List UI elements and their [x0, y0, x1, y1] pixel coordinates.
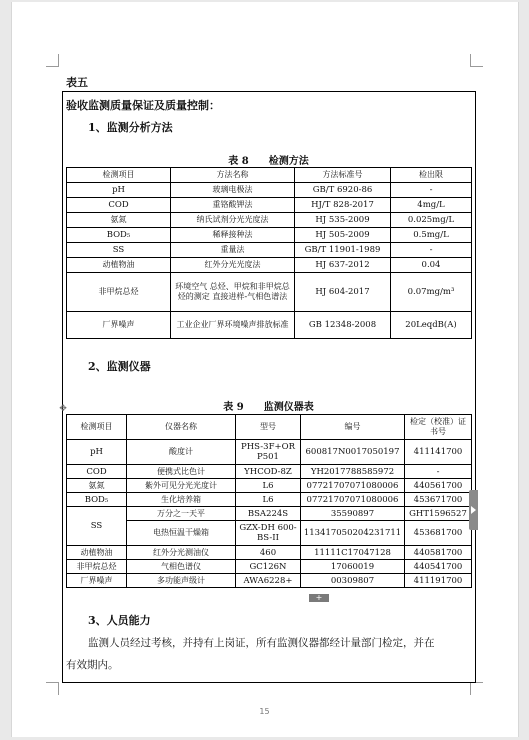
header-cell: 方法标准号: [295, 168, 391, 183]
table-cell: 07721707071080006: [301, 493, 405, 507]
table-row: [67, 273, 472, 312]
table-cell: HJ/T 828-2017: [295, 198, 391, 213]
table-cell: 氨氮: [67, 213, 171, 228]
personnel-paragraph-line2: 有效期内。: [66, 659, 119, 671]
table-cell: 工业企业厂界环境噪声排放标准: [171, 312, 295, 339]
table-cell: 动植物油: [67, 258, 171, 273]
table-row: [67, 521, 472, 546]
table-cell: -: [391, 243, 472, 258]
header-cell: 方法名称: [171, 168, 295, 183]
table-cell: 0.04: [391, 258, 472, 273]
header-cell: 型号: [236, 415, 301, 440]
table-cell: 07721707071080006: [301, 479, 405, 493]
table-cell: GB 12348-2008: [295, 312, 391, 339]
table-cell: SS: [67, 507, 127, 546]
table-cell: 460: [236, 546, 301, 560]
table-cell: GB/T 6920-86: [295, 183, 391, 198]
table-cell: 玻璃电极法: [171, 183, 295, 198]
table-cell: 稀释接种法: [171, 228, 295, 243]
table-cell: 453681700: [405, 521, 472, 546]
table-header-row: [67, 415, 472, 440]
table-row: [67, 507, 472, 521]
table-cell: 氨氮: [67, 479, 127, 493]
table-cell: 20LeqdB(A): [391, 312, 472, 339]
table-cell: -: [391, 183, 472, 198]
table-cell: HJ 505-2009: [295, 228, 391, 243]
table-row: [67, 213, 472, 228]
table-row: [67, 546, 472, 560]
table-row: [67, 493, 472, 507]
table-cell: HJ 535-2009: [295, 213, 391, 228]
table-row: [67, 440, 472, 465]
table-row: [67, 465, 472, 479]
header-cell: 检出限: [391, 168, 472, 183]
table-cell: 重铬酸钾法: [171, 198, 295, 213]
expand-panel-tab-icon[interactable]: [469, 490, 478, 530]
table-cell: 411141700: [405, 440, 472, 465]
table-cell: 非甲烷总烃: [67, 560, 127, 574]
table-cell: 453671700: [405, 493, 472, 507]
crop-mark-top-left: [46, 54, 59, 67]
table-cell: 厂界噪声: [67, 574, 127, 588]
methods-table: [66, 167, 472, 339]
table-cell: pH: [67, 183, 171, 198]
table9-caption: 表 9 监测仪器表: [223, 402, 314, 413]
subsection-methods: 1、监测分析方法: [88, 121, 173, 134]
table-cell: SS: [67, 243, 171, 258]
table-cell: 0.5mg/L: [391, 228, 472, 243]
table-cell: YH2017788585972: [301, 465, 405, 479]
table-row: [67, 243, 472, 258]
table-cell: BOD₅: [67, 228, 171, 243]
table-cell: 纳氏试剂分光光度法: [171, 213, 295, 228]
table-cell: HJ 604-2017: [295, 273, 391, 312]
table-cell: 113417050204231711: [301, 521, 405, 546]
table-cell: 环境空气 总烃、甲烷和非甲烷总烃的测定 直接进样-气相色谱法: [171, 273, 295, 312]
table-cell: 00309807: [301, 574, 405, 588]
table-cell: 0.07mg/m³: [391, 273, 472, 312]
table-cell: 万分之一天平: [127, 507, 236, 521]
table-cell: 440561700: [405, 479, 472, 493]
subsection-personnel: 3、人员能力: [88, 614, 151, 627]
table-header-row: [67, 168, 472, 183]
table-cell: pH: [67, 440, 127, 465]
section-title: 验收监测质量保证及质量控制：: [66, 99, 220, 112]
table-cell: 生化培养箱: [127, 493, 236, 507]
table-cell: 11111C17047128: [301, 546, 405, 560]
page-number: 15: [259, 707, 270, 716]
add-row-button[interactable]: +: [309, 594, 329, 602]
table-cell: COD: [67, 465, 127, 479]
table-row: [67, 228, 472, 243]
table-cell: 4mg/L: [391, 198, 472, 213]
table-cell: 便携式比色计: [127, 465, 236, 479]
crop-mark-bottom-left: [46, 682, 59, 695]
table-cell: 0.025mg/L: [391, 213, 472, 228]
header-cell: 检定（校准）证书号: [405, 415, 472, 440]
table-cell: COD: [67, 198, 171, 213]
table-cell: 厂界噪声: [67, 312, 171, 339]
table-cell: 非甲烷总烃: [67, 273, 171, 312]
table-cell: PHS-3F+OR P501: [236, 440, 301, 465]
table8-caption: 表 8 检测方法: [228, 156, 309, 167]
table-cell: 多功能声级计: [127, 574, 236, 588]
table-cell: GC126N: [236, 560, 301, 574]
header-cell: 编号: [301, 415, 405, 440]
table-cell: 气相色谱仪: [127, 560, 236, 574]
table-row: [67, 258, 472, 273]
table-cell: BSA224S: [236, 507, 301, 521]
table-cell: GZX-DH 600-BS-II: [236, 521, 301, 546]
table-cell: 35590897: [301, 507, 405, 521]
table-row: [67, 198, 472, 213]
header-cell: 检测项目: [67, 415, 127, 440]
table-row: [67, 183, 472, 198]
table-cell: 紫外可见分光光度计: [127, 479, 236, 493]
table-cell: BOD₅: [67, 493, 127, 507]
header-cell: 仪器名称: [127, 415, 236, 440]
table-cell: -: [405, 465, 472, 479]
table-cell: GHT1596527: [405, 507, 472, 521]
header-cell: 检测项目: [67, 168, 171, 183]
crop-mark-top-right: [470, 54, 483, 67]
table-cell: 600817N0017050197: [301, 440, 405, 465]
table-cell: 440541700: [405, 560, 472, 574]
table-row: [67, 560, 472, 574]
table-cell: L6: [236, 493, 301, 507]
table-cell: YHCOD-8Z: [236, 465, 301, 479]
table-row: [67, 574, 472, 588]
table-cell: AWA6228+: [236, 574, 301, 588]
table-cell: 红外分光光度法: [171, 258, 295, 273]
subsection-instruments: 2、监测仪器: [88, 360, 151, 373]
personnel-paragraph-line1: 监测人员经过考核，并持有上岗证，所有监测仪器都经计量部门检定，并在: [88, 637, 435, 649]
table-cell: 17060019: [301, 560, 405, 574]
table-cell: 411191700: [405, 574, 472, 588]
table-cell: 红外分光测油仪: [127, 546, 236, 560]
instruments-table: [66, 414, 472, 588]
table-cell: 重量法: [171, 243, 295, 258]
table-cell: 动植物油: [67, 546, 127, 560]
table-cell: GB/T 11901-1989: [295, 243, 391, 258]
table-cell: 440581700: [405, 546, 472, 560]
table-cell: L6: [236, 479, 301, 493]
table-cell: 电热恒温干燥箱: [127, 521, 236, 546]
page-label: 表五: [66, 76, 88, 89]
table-move-handle-icon[interactable]: ✥: [59, 404, 67, 414]
table-cell: HJ 637-2012: [295, 258, 391, 273]
table-row: [67, 312, 472, 339]
table-row: [67, 479, 472, 493]
crop-mark-bottom-right: [470, 682, 483, 695]
table-cell: 酸度计: [127, 440, 236, 465]
